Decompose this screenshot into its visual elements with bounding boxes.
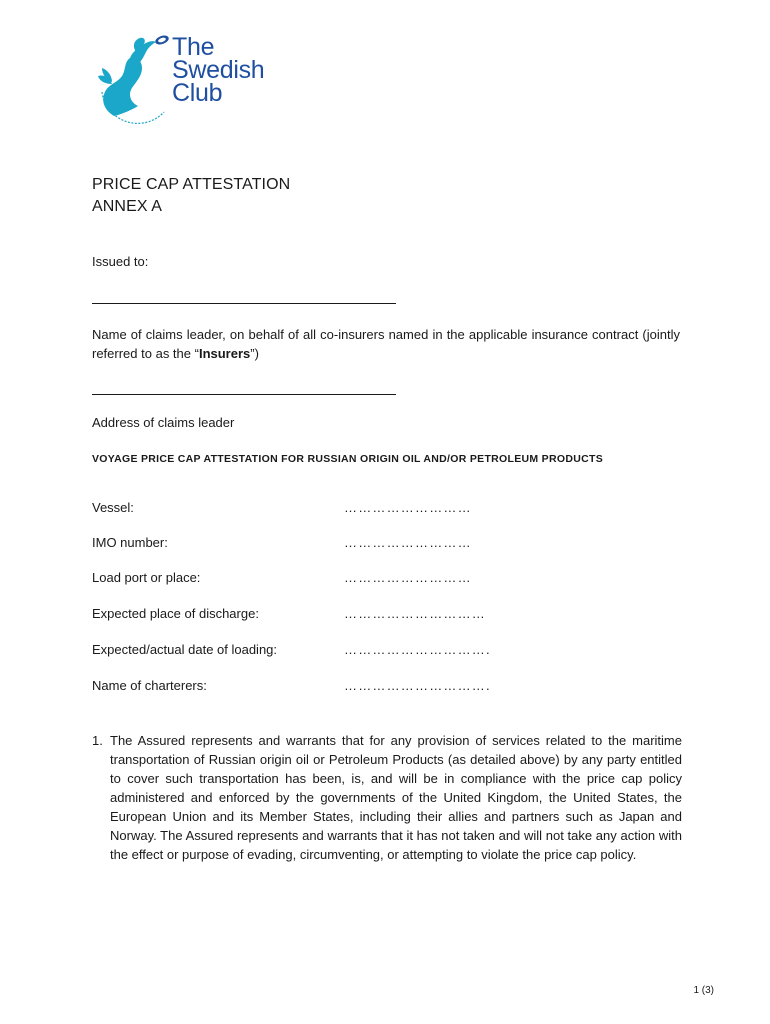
title-line-2: ANNEX A <box>92 198 163 215</box>
clause-1 <box>92 731 682 864</box>
claims-leader-text <box>92 325 680 363</box>
issued-to-label: Issued to: <box>92 254 149 269</box>
document-title <box>92 174 290 218</box>
clause-text: The Assured represents and warrants that for any provision of services related to the maritime transportation of Russian origin oil or Petroleum Products (as detailed above) by any party entitled to cover such transportation has been, is, and will be in compliance with the price cap policy administered and enforced by the governments of the United Kingdom, the United States, the European Union and its Member States, including their allies and partners such as Japan and Norway. The Assured represents and warrants that it has not taken and will not take any action with the effect or purpose of evading, circumventing, or attempting to violate the price cap policy. <box>110 733 682 862</box>
load-port-input[interactable]: ……………………… <box>344 570 472 585</box>
the-swedish-club-logo <box>92 30 282 130</box>
logo-line-1: The <box>172 33 215 61</box>
page-number: 1 (3) <box>693 985 714 996</box>
vessel-field <box>92 500 592 520</box>
field-label: IMO number: <box>92 535 168 550</box>
loading-date-input[interactable]: …………………………. <box>344 642 491 657</box>
field-label: Vessel: <box>92 500 134 515</box>
address-label: Address of claims leader <box>92 415 235 430</box>
insurers-term: Insurers <box>198 346 251 361</box>
charterers-input[interactable]: …………………………. <box>344 678 491 693</box>
clause-number: 1. <box>92 733 103 748</box>
claims-leader-text-before: Name of claims leader, on behalf of all co-insurers named in the applicable insurance contract (jointly referred to as the “ <box>92 327 680 361</box>
field-label: Name of charterers: <box>92 678 207 693</box>
imo-number-field <box>92 535 592 555</box>
issued-to-line[interactable] <box>92 303 396 304</box>
loading-date-field <box>92 642 592 662</box>
imo-number-input[interactable]: ……………………… <box>344 535 472 550</box>
mermaid-icon <box>92 30 176 126</box>
title-line-1: PRICE CAP ATTESTATION <box>92 176 291 193</box>
field-label: Expected place of discharge: <box>92 606 259 621</box>
charterers-field <box>92 678 592 698</box>
claims-leader-line[interactable] <box>92 394 396 395</box>
vessel-input[interactable]: ……………………… <box>344 500 472 515</box>
claims-leader-text-after: ”) <box>250 346 259 361</box>
logo-wordmark <box>172 33 265 107</box>
field-label: Expected/actual date of loading: <box>92 642 278 657</box>
section-heading: VOYAGE PRICE CAP ATTESTATION FOR RUSSIAN ORIGIN OIL AND/OR PETROLEUM PRODUCTS <box>92 453 603 465</box>
discharge-place-field <box>92 606 592 626</box>
field-label: Load port or place: <box>92 570 201 585</box>
logo-line-3: Club <box>172 79 223 107</box>
logo-line-2: Swedish <box>172 56 265 84</box>
load-port-field <box>92 570 592 590</box>
discharge-place-input[interactable]: ………………………… <box>344 606 486 621</box>
